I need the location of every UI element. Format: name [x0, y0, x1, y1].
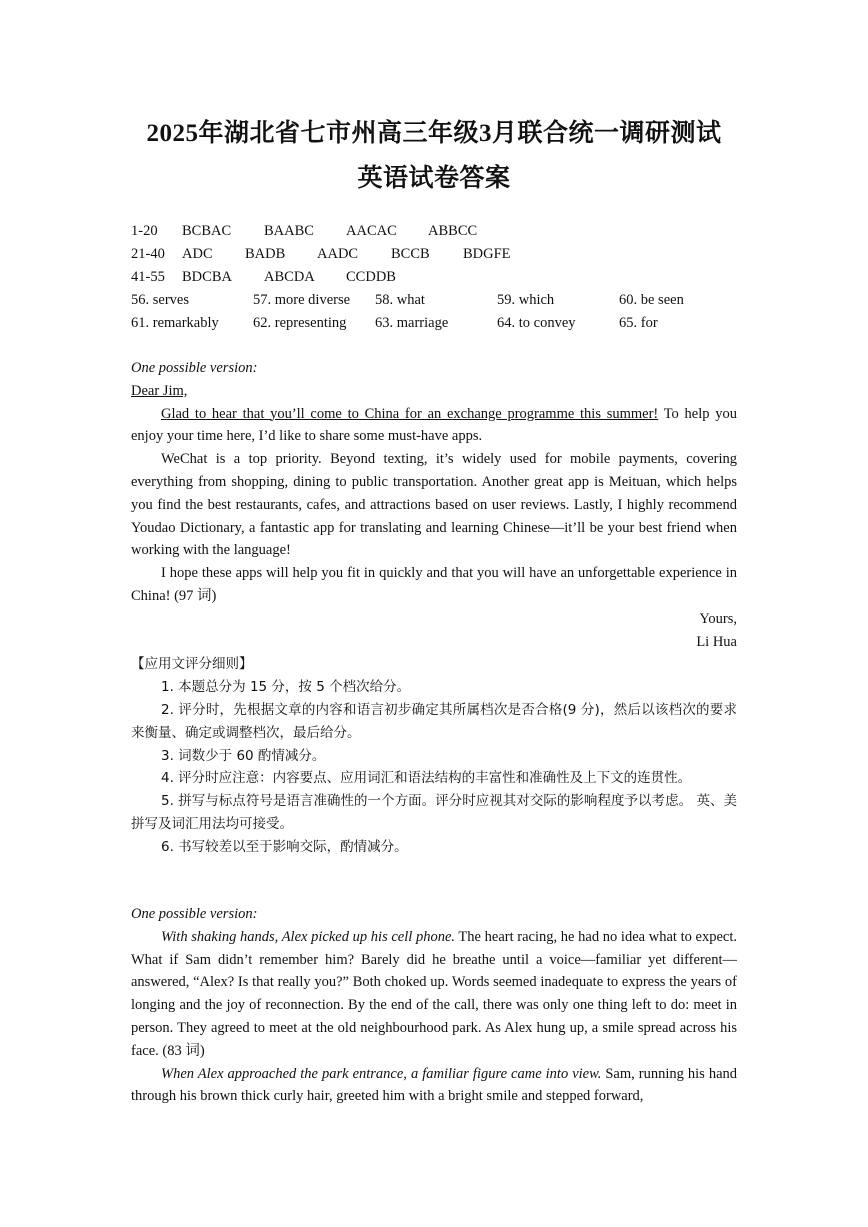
answer-row — [131, 266, 684, 289]
answer-group: ABBCC — [428, 223, 478, 239]
letter-paragraph: I hope these apps will help you fit in quickly and that you will have an unforgettable experience in China! (97 词) — [131, 565, 737, 604]
letter-salutation: Dear Jim, — [131, 382, 188, 399]
page-title: 2025年湖北省七市州高三年级3月联合统一调研测试 — [146, 120, 722, 147]
answer-range: 21-40 — [131, 246, 165, 262]
story-paragraph — [131, 1063, 737, 1109]
rubric-item: 2. 评分时，先根据文章的内容和语言初步确定其所属档次是否合格(9 分)，然后以该档次的要求来衡量、确定或调整档次，最后给分。 — [131, 701, 737, 741]
underlined-sentence: Glad to hear that you’ll come to China for an exchange programme this summer! — [161, 405, 659, 422]
fill-answer-row — [131, 289, 684, 312]
fill-answer: 57. more diverse — [253, 292, 351, 308]
version-label: One possible version: — [131, 360, 258, 376]
answer-range: 41-55 — [131, 269, 165, 285]
paragraph-text: To help you enjoy your time here, I’d like to share some must-have apps. — [131, 405, 737, 445]
rubric-heading: 【应用文评分细则】 — [131, 656, 253, 673]
fill-answer: 64. to convey — [497, 315, 576, 331]
story-paragraph — [131, 926, 737, 1063]
answer-group: BCBAC — [182, 223, 232, 239]
answer-group: BDGFE — [463, 246, 511, 262]
letter-signature: Li Hua — [696, 633, 737, 650]
fill-answer: 62. representing — [253, 315, 347, 331]
answer-group: BADB — [245, 246, 286, 262]
answer-group: BDCBA — [182, 269, 232, 285]
fill-answer: 61. remarkably — [131, 315, 219, 331]
story-opening-sentence: With shaking hands, Alex picked up his cell phone. — [161, 928, 456, 945]
rubric-item: 3. 词数少于 60 酌情减分。 — [161, 747, 326, 764]
fill-answer: 65. for — [619, 315, 658, 331]
letter-paragraph: WeChat is a top priority. Beyond texting, it’s widely used for mobile payments, covering everything from shopping, dining to public transportation. Another great app is Meituan, which helps you find the best restaurants, cafes, and attractions based on user reviews. Lastly, I highly recommend Youdao Dictionary, a fantastic app for translating and learning Chinese—it’ll be your best friend when working with the language! — [131, 451, 737, 559]
answer-row — [131, 243, 684, 266]
paragraph-text: Sam, running his hand through his brown thick curly hair, greeted him with a bright smile and stepped forward, — [131, 1065, 737, 1105]
fill-answer-row — [131, 312, 684, 335]
letter-section — [131, 357, 737, 859]
answer-group: CCDDB — [346, 269, 396, 285]
answer-group: AADC — [317, 246, 359, 262]
letter-paragraph — [131, 403, 737, 449]
rubric-item: 5. 拼写与标点符号是语言准确性的一个方面。评分时应视其对交际的影响程度予以考虑。 英、美拼写及词汇用法均可接受。 — [131, 793, 737, 832]
rubric-item: 6. 书写较差以至于影响交际，酌情减分。 — [161, 838, 408, 855]
letter-closing: Yours, — [699, 610, 737, 627]
fill-answer: 63. marriage — [375, 315, 449, 331]
fill-answer: 60. be seen — [619, 292, 684, 308]
rubric-item: 1. 本题总分为 15 分，按 5 个档次给分。 — [161, 679, 411, 696]
answer-group: BCCB — [391, 246, 430, 262]
answer-group: AACAC — [346, 223, 397, 239]
answer-row — [131, 220, 684, 243]
story-opening-sentence: When Alex approached the park entrance, a familiar figure came into view. — [161, 1065, 602, 1082]
fill-answer: 58. what — [375, 292, 425, 308]
story-section — [131, 903, 737, 1108]
answer-range: 1-20 — [131, 223, 158, 239]
answer-group: BAABC — [264, 223, 314, 239]
page-subtitle: 英语试卷答案 — [357, 165, 511, 192]
answer-group: ABCDA — [264, 269, 315, 285]
version-label: One possible version: — [131, 906, 258, 922]
paragraph-text: The heart racing, he had no idea what to expect. What if Sam didn’t remember him? Barely did he breathe until a voice—familiar yet different—answered, “Alex? Is that really you?” Both choked up. Words seemed inadequate to express the years of longing and the joy of reconnection. By the end of the call, there was only one thing left to do: meet in person. They agreed to meet at the old neighbourhood park. As Alex hung up, a smile spread across his face. (83 词) — [131, 928, 737, 1059]
rubric-item: 4. 评分时应注意：内容要点、应用词汇和语法结构的丰富性和准确性及上下文的连贯性。 — [161, 770, 692, 787]
fill-answer: 59. which — [497, 292, 555, 308]
fill-answer: 56. serves — [131, 292, 189, 308]
answer-key — [131, 220, 684, 335]
answer-group: ADC — [182, 246, 213, 262]
